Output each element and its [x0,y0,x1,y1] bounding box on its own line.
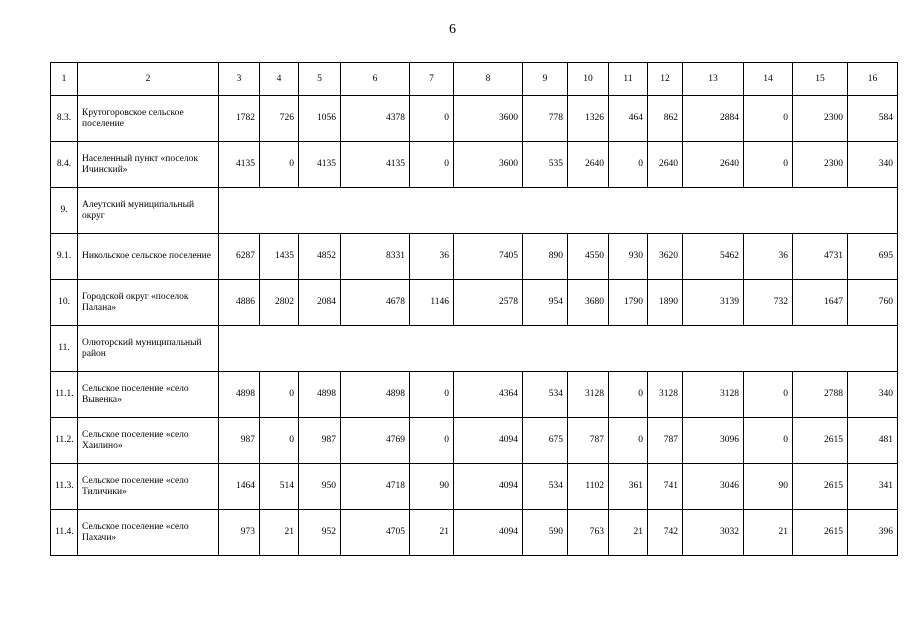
value-cell: 481 [848,418,898,464]
value-cell: 987 [219,418,260,464]
table-row [51,188,898,234]
value-cell: 675 [523,418,568,464]
value-cell: 787 [648,418,683,464]
value-cell: 732 [744,280,793,326]
value-cell: 0 [744,418,793,464]
value-cell: 3600 [454,96,523,142]
value-cell: 954 [523,280,568,326]
value-cell: 4135 [219,142,260,188]
value-cell: 4769 [341,418,410,464]
row-name: Сельское поселение «село Вывенка» [78,372,219,418]
column-header: 14 [744,63,793,96]
value-cell: 890 [523,234,568,280]
value-cell: 8331 [341,234,410,280]
value-cell: 1647 [793,280,848,326]
value-cell: 1102 [568,464,609,510]
value-cell: 950 [299,464,341,510]
value-cell: 4094 [454,464,523,510]
value-cell: 0 [410,372,454,418]
table-row [51,510,898,556]
row-name: Сельское поселение «село Хаилино» [78,418,219,464]
value-cell: 4678 [341,280,410,326]
table-row [51,280,898,326]
value-cell: 2578 [454,280,523,326]
value-cell: 2084 [299,280,341,326]
table-row [51,326,898,372]
value-cell: 2640 [683,142,744,188]
value-cell: 695 [848,234,898,280]
row-number: 9. [51,188,78,234]
value-cell: 2802 [260,280,299,326]
row-name: Крутогоровское сельское поселение [78,96,219,142]
column-header: 7 [410,63,454,96]
value-cell: 6287 [219,234,260,280]
table-row [51,96,898,142]
value-cell: 3128 [683,372,744,418]
table-row [51,234,898,280]
header-row [51,63,898,96]
column-header: 8 [454,63,523,96]
row-number: 11. [51,326,78,372]
value-cell: 787 [568,418,609,464]
value-cell: 2640 [568,142,609,188]
value-cell: 2300 [793,142,848,188]
value-cell: 0 [410,142,454,188]
column-header: 13 [683,63,744,96]
column-header: 2 [78,63,219,96]
table-row [51,418,898,464]
value-cell: 36 [410,234,454,280]
column-header: 1 [51,63,78,96]
value-cell: 741 [648,464,683,510]
value-cell: 396 [848,510,898,556]
value-cell: 1464 [219,464,260,510]
row-name: Сельское поселение «село Пахачи» [78,510,219,556]
value-cell: 514 [260,464,299,510]
value-cell: 0 [744,96,793,142]
value-cell: 1056 [299,96,341,142]
column-header: 5 [299,63,341,96]
value-cell: 535 [523,142,568,188]
value-cell: 0 [410,418,454,464]
row-name: Сельское поселение «село Тиличики» [78,464,219,510]
value-cell: 3096 [683,418,744,464]
value-cell: 0 [410,96,454,142]
table-row [51,142,898,188]
value-cell: 21 [744,510,793,556]
value-cell: 590 [523,510,568,556]
value-cell: 341 [848,464,898,510]
value-cell: 21 [410,510,454,556]
value-cell: 4731 [793,234,848,280]
value-cell: 4135 [341,142,410,188]
value-cell: 4886 [219,280,260,326]
value-cell: 584 [848,96,898,142]
value-cell: 534 [523,372,568,418]
value-cell: 2615 [793,464,848,510]
value-cell: 90 [410,464,454,510]
value-cell: 0 [260,418,299,464]
value-cell: 7405 [454,234,523,280]
column-header: 10 [568,63,609,96]
value-cell: 3680 [568,280,609,326]
value-cell: 0 [744,142,793,188]
value-cell: 1782 [219,96,260,142]
value-cell: 464 [609,96,648,142]
data-table [50,62,898,556]
value-cell: 4898 [299,372,341,418]
value-cell: 2615 [793,418,848,464]
row-number: 11.2. [51,418,78,464]
value-cell: 361 [609,464,648,510]
value-cell: 3046 [683,464,744,510]
column-header: 6 [341,63,410,96]
row-number: 11.1. [51,372,78,418]
value-cell: 4898 [219,372,260,418]
value-cell: 4364 [454,372,523,418]
row-name: Городской округ «поселок Палана» [78,280,219,326]
value-cell: 340 [848,372,898,418]
column-header: 11 [609,63,648,96]
value-cell: 2884 [683,96,744,142]
value-cell: 0 [260,372,299,418]
empty-group-cell [219,188,898,234]
value-cell: 21 [260,510,299,556]
value-cell: 4378 [341,96,410,142]
row-name: Никольское сельское поселение [78,234,219,280]
value-cell: 4550 [568,234,609,280]
value-cell: 0 [744,372,793,418]
value-cell: 1890 [648,280,683,326]
value-cell: 3600 [454,142,523,188]
table-row [51,372,898,418]
value-cell: 952 [299,510,341,556]
value-cell: 987 [299,418,341,464]
value-cell: 0 [609,372,648,418]
value-cell: 3032 [683,510,744,556]
value-cell: 1790 [609,280,648,326]
value-cell: 0 [609,142,648,188]
row-name: Населенный пункт «поселок Ичинский» [78,142,219,188]
value-cell: 0 [260,142,299,188]
column-header: 4 [260,63,299,96]
row-number: 8.3. [51,96,78,142]
column-header: 12 [648,63,683,96]
value-cell: 726 [260,96,299,142]
row-number: 10. [51,280,78,326]
value-cell: 534 [523,464,568,510]
value-cell: 973 [219,510,260,556]
value-cell: 4094 [454,418,523,464]
value-cell: 1326 [568,96,609,142]
value-cell: 4135 [299,142,341,188]
value-cell: 21 [609,510,648,556]
empty-group-cell [219,326,898,372]
table-row [51,464,898,510]
value-cell: 778 [523,96,568,142]
row-name: Алеутский муниципальный округ [78,188,219,234]
column-header: 9 [523,63,568,96]
row-number: 8.4. [51,142,78,188]
value-cell: 340 [848,142,898,188]
value-cell: 3128 [568,372,609,418]
value-cell: 763 [568,510,609,556]
column-header: 3 [219,63,260,96]
value-cell: 1435 [260,234,299,280]
value-cell: 1146 [410,280,454,326]
row-number: 11.4. [51,510,78,556]
table-body [51,63,898,556]
column-header: 15 [793,63,848,96]
value-cell: 3128 [648,372,683,418]
page-number: 6 [449,22,456,37]
value-cell: 36 [744,234,793,280]
value-cell: 4705 [341,510,410,556]
value-cell: 4852 [299,234,341,280]
column-header: 16 [848,63,898,96]
value-cell: 90 [744,464,793,510]
row-number: 11.3. [51,464,78,510]
row-number: 9.1. [51,234,78,280]
value-cell: 2640 [648,142,683,188]
value-cell: 4094 [454,510,523,556]
value-cell: 5462 [683,234,744,280]
value-cell: 3620 [648,234,683,280]
value-cell: 2300 [793,96,848,142]
row-name: Олюторский муниципальный район [78,326,219,372]
value-cell: 742 [648,510,683,556]
value-cell: 4898 [341,372,410,418]
value-cell: 4718 [341,464,410,510]
value-cell: 2788 [793,372,848,418]
value-cell: 930 [609,234,648,280]
value-cell: 3139 [683,280,744,326]
value-cell: 2615 [793,510,848,556]
value-cell: 0 [609,418,648,464]
value-cell: 862 [648,96,683,142]
value-cell: 760 [848,280,898,326]
